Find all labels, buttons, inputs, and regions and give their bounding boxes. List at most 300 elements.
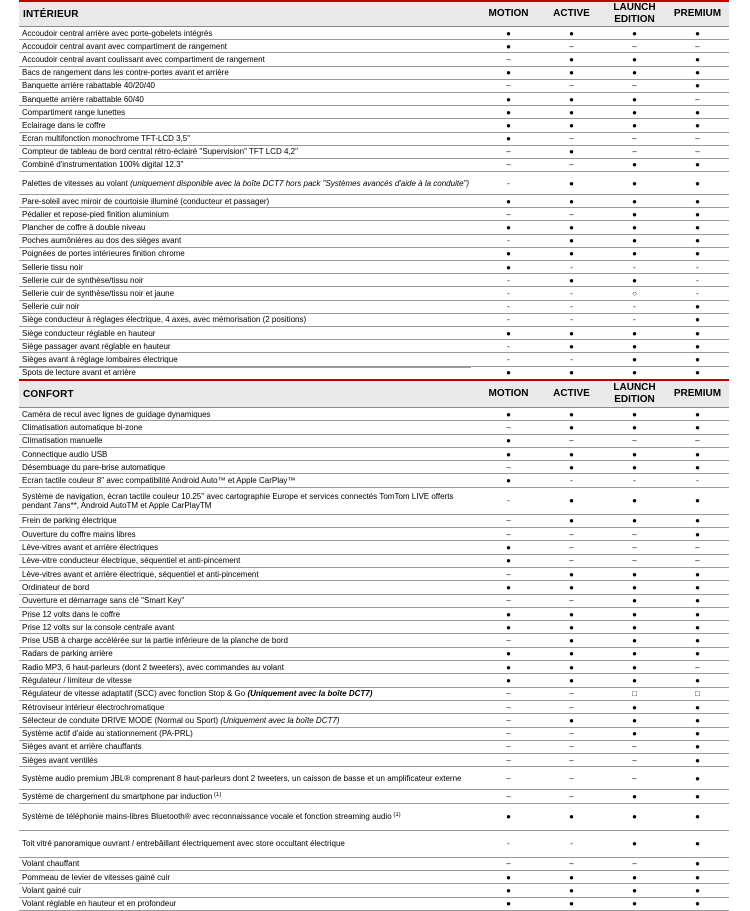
availability-premium: ● bbox=[695, 368, 700, 378]
feature-note: (Uniquement avec la boîte DCT7) bbox=[247, 689, 373, 699]
availability-premium: ● bbox=[695, 409, 700, 419]
availability-active: – bbox=[569, 160, 574, 170]
table-row bbox=[19, 235, 729, 248]
feature-label bbox=[19, 81, 477, 90]
availability-active: – bbox=[569, 773, 574, 783]
availability-motion: – bbox=[506, 147, 511, 157]
feature-text: Rétroviseur intérieur électrochromatique bbox=[22, 702, 165, 712]
availability-premium: ● bbox=[695, 68, 700, 78]
feature-text: Toit vitré panoramique ouvrant / entrebâillant électriquement avec store occultant électrique bbox=[22, 839, 345, 849]
availability-motion: – bbox=[506, 636, 511, 646]
feature-text: Sellerie cuir de synthèse/tissu noir bbox=[22, 275, 144, 285]
feature-label bbox=[19, 236, 477, 245]
availability-active: – bbox=[569, 729, 574, 739]
availability-active: - bbox=[570, 354, 573, 364]
table-row bbox=[19, 754, 729, 767]
feature-text: Sellerie tissu noir bbox=[22, 262, 83, 272]
availability-launch-edition: ● bbox=[632, 249, 637, 259]
feature-label bbox=[19, 29, 477, 38]
availability-premium: ● bbox=[695, 675, 700, 685]
availability-motion: ● bbox=[506, 649, 511, 659]
availability-launch-edition: ● bbox=[632, 341, 637, 351]
availability-active: ● bbox=[569, 223, 574, 233]
feature-text: Spots de lecture avant et arrière bbox=[22, 368, 136, 378]
availability-motion: ● bbox=[506, 134, 511, 144]
availability-active: – bbox=[569, 689, 574, 699]
feature-label bbox=[19, 249, 477, 258]
feature-text: Ordinateur de bord bbox=[22, 582, 90, 592]
availability-motion: - bbox=[507, 496, 510, 506]
feature-label bbox=[19, 179, 477, 188]
availability-premium: ● bbox=[695, 609, 700, 619]
section-title: INTÉRIEUR bbox=[23, 8, 79, 20]
feature-text: Lève-vitres avant et arrière électriques bbox=[22, 543, 159, 553]
availability-motion: – bbox=[506, 54, 511, 64]
availability-premium: – bbox=[695, 41, 700, 51]
availability-launch-edition: ● bbox=[632, 582, 637, 592]
feature-text: Prise 12 volts sur la console centrale avant bbox=[22, 622, 175, 632]
availability-premium: ● bbox=[695, 702, 700, 712]
feature-text: Système de chargement du smartphone par induction bbox=[22, 792, 213, 802]
table-row bbox=[19, 581, 729, 594]
availability-motion: – bbox=[506, 755, 511, 765]
feature-text: Plancher de coffre à double niveau bbox=[22, 223, 146, 233]
availability-motion: ● bbox=[506, 582, 511, 592]
availability-active: ● bbox=[569, 120, 574, 130]
availability-motion: – bbox=[506, 81, 511, 91]
availability-launch-edition: ● bbox=[632, 354, 637, 364]
availability-motion: ● bbox=[506, 262, 511, 272]
availability-launch-edition: ● bbox=[632, 422, 637, 432]
table-row bbox=[19, 448, 729, 461]
availability-premium: ● bbox=[695, 81, 700, 91]
availability-motion: ● bbox=[506, 368, 511, 378]
availability-active: – bbox=[569, 742, 574, 752]
feature-label bbox=[19, 450, 477, 459]
availability-active: – bbox=[569, 41, 574, 51]
availability-launch-edition: ● bbox=[632, 899, 637, 909]
table-row bbox=[19, 674, 729, 687]
table-row bbox=[19, 831, 729, 858]
feature-label bbox=[19, 289, 477, 298]
availability-motion: ● bbox=[506, 476, 511, 486]
availability-active: ● bbox=[569, 609, 574, 619]
column-header-premium: PREMIUM bbox=[673, 388, 722, 399]
availability-motion: – bbox=[506, 715, 511, 725]
availability-active: ● bbox=[569, 147, 574, 157]
availability-active: ● bbox=[569, 872, 574, 882]
table-row bbox=[19, 528, 729, 541]
feature-text: Régulateur de vitesse adaptatif (SCC) avec fonction Stop & Go bbox=[22, 689, 246, 699]
table-row bbox=[19, 53, 729, 66]
feature-text: Système de téléphonie mains-libres Bluetooth® avec reconnaissance vocale et fonction streaming audio bbox=[22, 812, 392, 822]
availability-launch-edition: □ bbox=[632, 689, 637, 699]
availability-active: ● bbox=[569, 885, 574, 895]
feature-text: Régulateur / limiteur de vitesse bbox=[22, 675, 132, 685]
availability-launch-edition: ● bbox=[632, 368, 637, 378]
availability-motion: ● bbox=[506, 120, 511, 130]
feature-label bbox=[19, 543, 477, 552]
availability-active: ● bbox=[569, 516, 574, 526]
feature-text: Bacs de rangement dans les contre-portes avant et arrière bbox=[22, 68, 229, 78]
table-row bbox=[19, 688, 729, 701]
feature-text: Combiné d'instrumentation 100% digital 12.3'' bbox=[22, 160, 184, 170]
feature-text: Eclairage dans le coffre bbox=[22, 120, 106, 130]
availability-active: – bbox=[569, 556, 574, 566]
availability-motion: - bbox=[507, 839, 510, 849]
interieur-section bbox=[19, 0, 729, 380]
availability-motion: ● bbox=[506, 436, 511, 446]
availability-launch-edition: ● bbox=[632, 462, 637, 472]
feature-label bbox=[19, 742, 477, 751]
feature-label bbox=[19, 223, 477, 232]
feature-label bbox=[19, 423, 477, 432]
availability-motion: – bbox=[506, 569, 511, 579]
availability-motion: - bbox=[507, 288, 510, 298]
feature-text: Sièges avant ventilés bbox=[22, 755, 98, 765]
table-row bbox=[19, 608, 729, 621]
table-row bbox=[19, 67, 729, 80]
feature-label bbox=[19, 134, 477, 143]
availability-launch-edition: ● bbox=[632, 649, 637, 659]
availability-motion: ● bbox=[506, 556, 511, 566]
feature-text: Volant réglable en hauteur et en profondeur bbox=[22, 899, 177, 909]
table-row bbox=[19, 595, 729, 608]
availability-premium: ● bbox=[695, 636, 700, 646]
availability-premium: □ bbox=[695, 689, 700, 699]
feature-text: Climatisation automatique bi-zone bbox=[22, 422, 143, 432]
feature-label bbox=[19, 315, 477, 324]
availability-premium: ● bbox=[695, 529, 700, 539]
availability-active: – bbox=[569, 209, 574, 219]
availability-motion: ● bbox=[506, 68, 511, 78]
availability-launch-edition: – bbox=[632, 773, 637, 783]
availability-motion: ● bbox=[506, 675, 511, 685]
availability-active: – bbox=[569, 81, 574, 91]
feature-text: Accoudoir central avant avec compartiment de rangement bbox=[22, 41, 227, 51]
feature-label bbox=[19, 210, 477, 219]
feature-label bbox=[19, 689, 477, 698]
availability-motion: - bbox=[507, 275, 510, 285]
availability-premium: – bbox=[695, 436, 700, 446]
availability-active: – bbox=[569, 436, 574, 446]
section-header bbox=[19, 381, 729, 408]
availability-launch-edition: ● bbox=[632, 236, 637, 246]
availability-motion: ● bbox=[506, 885, 511, 895]
availability-premium: ● bbox=[695, 328, 700, 338]
feature-label bbox=[19, 873, 477, 882]
availability-launch-edition: ● bbox=[632, 839, 637, 849]
feature-note: (uniquement disponible avec la boîte DCT7 hors pack "Systèmes avancés d'aide à la conduite") bbox=[130, 178, 470, 188]
availability-premium: ● bbox=[695, 742, 700, 752]
feature-label bbox=[19, 792, 477, 801]
table-row bbox=[19, 340, 729, 353]
feature-text: Caméra de recul avec lignes de guidage dynamiques bbox=[22, 409, 211, 419]
availability-premium: ● bbox=[695, 223, 700, 233]
availability-motion: ● bbox=[506, 812, 511, 822]
feature-text: Volant chauffant bbox=[22, 859, 80, 869]
table-row bbox=[19, 314, 729, 327]
availability-premium: ● bbox=[695, 496, 700, 506]
column-header-launch-edition: LAUNCH EDITION bbox=[613, 382, 656, 405]
availability-motion: – bbox=[506, 209, 511, 219]
feature-label bbox=[19, 147, 477, 156]
feature-label bbox=[19, 676, 477, 685]
availability-active: ● bbox=[569, 94, 574, 104]
availability-launch-edition: ● bbox=[632, 178, 637, 188]
availability-launch-edition: – bbox=[632, 147, 637, 157]
feature-text: Ouverture du coffre mains libres bbox=[22, 529, 136, 539]
feature-label bbox=[19, 774, 477, 783]
availability-active: ● bbox=[569, 569, 574, 579]
availability-premium: ● bbox=[695, 755, 700, 765]
availability-premium: ● bbox=[695, 839, 700, 849]
availability-active: ● bbox=[569, 249, 574, 259]
availability-active: - bbox=[570, 315, 573, 325]
availability-motion: – bbox=[506, 596, 511, 606]
availability-premium: – bbox=[695, 662, 700, 672]
availability-premium: – bbox=[695, 134, 700, 144]
table-row bbox=[19, 80, 729, 93]
table-row bbox=[19, 159, 729, 172]
feature-text: Connectique audio USB bbox=[22, 449, 108, 459]
availability-motion: ● bbox=[506, 409, 511, 419]
table-row bbox=[19, 287, 729, 300]
availability-premium: - bbox=[696, 476, 699, 486]
availability-motion: – bbox=[506, 792, 511, 802]
column-header-launch-edition: LAUNCH EDITION bbox=[613, 2, 656, 25]
availability-active: ● bbox=[569, 107, 574, 117]
feature-text: Siège conducteur réglable en hauteur bbox=[22, 328, 156, 338]
availability-motion: ● bbox=[506, 28, 511, 38]
availability-premium: ● bbox=[695, 422, 700, 432]
feature-label bbox=[19, 476, 477, 485]
availability-premium: - bbox=[696, 262, 699, 272]
availability-premium: ● bbox=[695, 107, 700, 117]
availability-launch-edition: ● bbox=[632, 662, 637, 672]
availability-premium: ● bbox=[695, 872, 700, 882]
feature-text: Volant gainé cuir bbox=[22, 885, 82, 895]
availability-active: ● bbox=[569, 812, 574, 822]
feature-label bbox=[19, 276, 477, 285]
availability-motion: ● bbox=[506, 622, 511, 632]
availability-launch-edition: ● bbox=[632, 160, 637, 170]
availability-launch-edition: – bbox=[632, 436, 637, 446]
availability-launch-edition: ● bbox=[632, 209, 637, 219]
availability-launch-edition: - bbox=[633, 262, 636, 272]
feature-label bbox=[19, 556, 477, 565]
feature-label bbox=[19, 263, 477, 272]
availability-premium: ● bbox=[695, 462, 700, 472]
feature-text: Frein de parking électrique bbox=[22, 516, 117, 526]
availability-premium: ● bbox=[695, 729, 700, 739]
table-row bbox=[19, 474, 729, 487]
feature-label bbox=[19, 623, 477, 632]
table-row bbox=[19, 555, 729, 568]
availability-motion: - bbox=[507, 354, 510, 364]
feature-text: Ecran multifonction monochrome TFT-LCD 3,5'' bbox=[22, 134, 191, 144]
availability-active: ● bbox=[569, 68, 574, 78]
availability-launch-edition: ● bbox=[632, 872, 637, 882]
feature-label bbox=[19, 463, 477, 472]
table-row bbox=[19, 767, 729, 790]
availability-launch-edition: ● bbox=[632, 120, 637, 130]
availability-premium: ● bbox=[695, 28, 700, 38]
divider bbox=[19, 367, 471, 368]
availability-launch-edition: ● bbox=[632, 496, 637, 506]
feature-text: Système actif d'aide au stationnement (PA-PRL) bbox=[22, 729, 193, 739]
feature-text: Banquette arrière rabattable 60/40 bbox=[22, 94, 144, 104]
availability-premium: ● bbox=[695, 302, 700, 312]
availability-launch-edition: ● bbox=[632, 609, 637, 619]
availability-active: ● bbox=[569, 196, 574, 206]
availability-motion: – bbox=[506, 773, 511, 783]
feature-text: Lève-vitres avant et arrière électrique, séquentiel et anti-pincement bbox=[22, 569, 259, 579]
table-row bbox=[19, 408, 729, 421]
availability-launch-edition: – bbox=[632, 543, 637, 553]
table-row bbox=[19, 790, 729, 803]
feature-text: Prise USB à charge accélérée sur la partie inférieure de la planche de bord bbox=[22, 636, 288, 646]
feature-text: Pédalier et repose-pied finition aluminium bbox=[22, 209, 169, 219]
table-row bbox=[19, 27, 729, 40]
availability-motion: ● bbox=[506, 609, 511, 619]
availability-active: ● bbox=[569, 236, 574, 246]
feature-label bbox=[19, 342, 477, 351]
feature-text: Sellerie cuir de synthèse/tissu noir et jaune bbox=[22, 288, 175, 298]
table-row bbox=[19, 172, 729, 195]
availability-launch-edition: ● bbox=[632, 275, 637, 285]
feature-label bbox=[19, 663, 477, 672]
feature-label bbox=[19, 716, 477, 725]
availability-motion: ● bbox=[506, 196, 511, 206]
availability-launch-edition: ● bbox=[632, 715, 637, 725]
availability-launch-edition: ● bbox=[632, 675, 637, 685]
availability-premium: ● bbox=[695, 315, 700, 325]
availability-launch-edition: – bbox=[632, 529, 637, 539]
availability-launch-edition: – bbox=[632, 859, 637, 869]
availability-premium: ● bbox=[695, 236, 700, 246]
table-row bbox=[19, 195, 729, 208]
feature-text: Poches aumônières au dos des sièges avant bbox=[22, 236, 182, 246]
table-row bbox=[19, 728, 729, 741]
availability-launch-edition: – bbox=[632, 41, 637, 51]
column-header-active: ACTIVE bbox=[553, 388, 590, 399]
availability-premium: ● bbox=[695, 196, 700, 206]
column-header-premium: PREMIUM bbox=[673, 8, 722, 19]
availability-motion: ● bbox=[506, 899, 511, 909]
feature-label bbox=[19, 355, 477, 364]
availability-active: ● bbox=[569, 328, 574, 338]
availability-active: – bbox=[569, 702, 574, 712]
feature-text: Radio MP3, 6 haut-parleurs (dont 2 tweeters), avec commandes au volant bbox=[22, 662, 284, 672]
availability-premium: ● bbox=[695, 160, 700, 170]
availability-active: ● bbox=[569, 899, 574, 909]
availability-premium: ● bbox=[695, 885, 700, 895]
availability-motion: - bbox=[507, 178, 510, 188]
availability-premium: ● bbox=[695, 649, 700, 659]
availability-premium: ● bbox=[695, 54, 700, 64]
availability-motion: - bbox=[507, 315, 510, 325]
availability-motion: ● bbox=[506, 223, 511, 233]
feature-text: Siège passager avant réglable en hauteur bbox=[22, 341, 171, 351]
feature-text: Banquette arrière rabattable 40/20/40 bbox=[22, 81, 155, 91]
availability-premium: ● bbox=[695, 249, 700, 259]
availability-motion: – bbox=[506, 859, 511, 869]
feature-label bbox=[19, 197, 477, 206]
availability-launch-edition: ● bbox=[632, 68, 637, 78]
availability-premium: ● bbox=[695, 812, 700, 822]
availability-launch-edition: ● bbox=[632, 54, 637, 64]
availability-premium: – bbox=[695, 94, 700, 104]
availability-premium: ● bbox=[695, 516, 700, 526]
table-row bbox=[19, 261, 729, 274]
availability-launch-edition: ● bbox=[632, 449, 637, 459]
availability-launch-edition: - bbox=[633, 476, 636, 486]
feature-label bbox=[19, 95, 477, 104]
feature-label bbox=[19, 583, 477, 592]
availability-launch-edition: ● bbox=[632, 94, 637, 104]
availability-launch-edition: – bbox=[632, 742, 637, 752]
availability-premium: ● bbox=[695, 773, 700, 783]
confort-section bbox=[19, 379, 729, 911]
table-row bbox=[19, 648, 729, 661]
availability-active: ● bbox=[569, 178, 574, 188]
availability-motion: ● bbox=[506, 328, 511, 338]
feature-label bbox=[19, 108, 477, 117]
availability-launch-edition: ● bbox=[632, 885, 637, 895]
table-row bbox=[19, 741, 729, 754]
availability-active: – bbox=[569, 134, 574, 144]
availability-active: - bbox=[570, 302, 573, 312]
feature-label bbox=[19, 55, 477, 64]
table-row bbox=[19, 133, 729, 146]
table-row bbox=[19, 106, 729, 119]
availability-active: - bbox=[570, 476, 573, 486]
availability-premium: ● bbox=[695, 120, 700, 130]
availability-active: – bbox=[569, 792, 574, 802]
availability-premium: – bbox=[695, 556, 700, 566]
table-row bbox=[19, 327, 729, 340]
table-row bbox=[19, 40, 729, 53]
table-row bbox=[19, 461, 729, 474]
availability-motion: ● bbox=[506, 107, 511, 117]
feature-label bbox=[19, 812, 477, 821]
table-row bbox=[19, 221, 729, 234]
availability-active: – bbox=[569, 859, 574, 869]
availability-premium: ● bbox=[695, 859, 700, 869]
table-row bbox=[19, 274, 729, 287]
feature-text: Compartiment range lunettes bbox=[22, 107, 126, 117]
feature-label bbox=[19, 492, 477, 510]
availability-launch-edition: ● bbox=[632, 107, 637, 117]
table-row bbox=[19, 804, 729, 831]
availability-launch-edition: ● bbox=[632, 702, 637, 712]
feature-label bbox=[19, 570, 477, 579]
feature-label bbox=[19, 368, 477, 377]
feature-text: Désembuage du pare-brise automatique bbox=[22, 462, 166, 472]
availability-active: – bbox=[569, 596, 574, 606]
availability-launch-edition: ● bbox=[632, 812, 637, 822]
table-row bbox=[19, 714, 729, 727]
feature-label bbox=[19, 516, 477, 525]
column-header-active: ACTIVE bbox=[553, 8, 590, 19]
availability-motion: ● bbox=[506, 449, 511, 459]
footnote-marker: (1) bbox=[391, 812, 401, 819]
feature-label bbox=[19, 302, 477, 311]
availability-launch-edition: ● bbox=[632, 792, 637, 802]
availability-active: ● bbox=[569, 368, 574, 378]
feature-label bbox=[19, 42, 477, 51]
